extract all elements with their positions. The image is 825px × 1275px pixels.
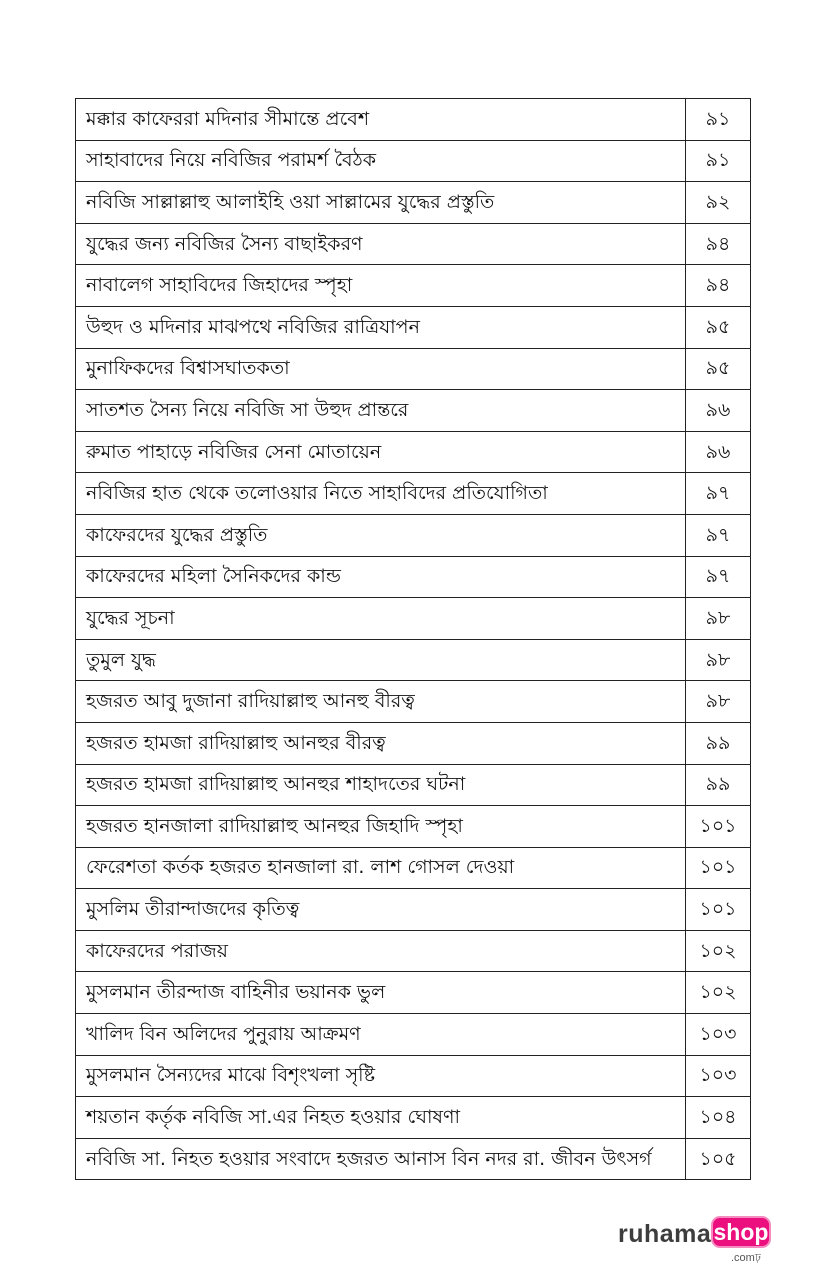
toc-entry-title: রুমাত পাহাড়ে নবিজির সেনা মোতায়েন bbox=[76, 431, 686, 473]
toc-entry-title: তুমুল যুদ্ধ bbox=[76, 639, 686, 681]
logo-text-shop: shop bbox=[711, 1216, 771, 1248]
table-of-contents bbox=[75, 98, 751, 1180]
toc-entry-page-number: ১০১ bbox=[686, 847, 751, 889]
toc-entry-title: কাফেরদের মহিলা সৈনিকদের কান্ড bbox=[76, 556, 686, 598]
toc-entry-page-number: ৯৮ bbox=[686, 598, 751, 640]
ruhamashop-logo bbox=[618, 1213, 778, 1264]
toc-entry-page-number: ১০২ bbox=[686, 930, 751, 972]
toc-row bbox=[76, 556, 751, 598]
toc-entry-page-number: ১০১ bbox=[686, 889, 751, 931]
toc-entry-title: ফেরেশতা কর্তক হজরত হানজালা রা. লাশ গোসল দেওয়া bbox=[76, 847, 686, 889]
logo-text-com: .comঢ় bbox=[731, 1252, 761, 1264]
toc-entry-page-number: ৯৮ bbox=[686, 681, 751, 723]
toc-entry-page-number: ৯৯ bbox=[686, 722, 751, 764]
toc-row bbox=[76, 598, 751, 640]
toc-entry-title: হজরত হানজালা রাদিয়াল্লাহু আনহুর জিহাদি স্পৃহা bbox=[76, 806, 686, 848]
toc-entry-page-number: ১০৩ bbox=[686, 1014, 751, 1056]
toc-body bbox=[76, 99, 751, 1180]
toc-entry-page-number: ৯১ bbox=[686, 99, 751, 141]
toc-row bbox=[76, 1097, 751, 1139]
toc-entry-title: সাতশত সৈন্য নিয়ে নবিজি সা উহুদ প্রান্তরে bbox=[76, 390, 686, 432]
toc-entry-title: নাবালেগ সাহাবিদের জিহাদের স্পৃহা bbox=[76, 265, 686, 307]
toc-entry-title: হজরত হামজা রাদিয়াল্লাহু আনহুর বীরত্ব bbox=[76, 722, 686, 764]
toc-entry-page-number: ৯৪ bbox=[686, 265, 751, 307]
toc-entry-page-number: ৯৭ bbox=[686, 514, 751, 556]
toc-entry-title: খালিদ বিন অলিদের পুনুরায় আক্রমণ bbox=[76, 1014, 686, 1056]
toc-row bbox=[76, 348, 751, 390]
toc-entry-page-number: ১০৩ bbox=[686, 1055, 751, 1097]
toc-entry-title: মুসলমান তীরন্দাজ বাহিনীর ভয়ানক ভুল bbox=[76, 972, 686, 1014]
toc-entry-page-number: ১০৪ bbox=[686, 1097, 751, 1139]
toc-row bbox=[76, 390, 751, 432]
toc-row bbox=[76, 140, 751, 182]
toc-entry-page-number: ১০১ bbox=[686, 806, 751, 848]
toc-row bbox=[76, 1138, 751, 1180]
toc-entry-title: হজরত হামজা রাদিয়াল্লাহু আনহুর শাহাদতের ঘটনা bbox=[76, 764, 686, 806]
toc-entry-title: হজরত আবু দুজানা রাদিয়াল্লাহু আনহু বীরত্ব bbox=[76, 681, 686, 723]
toc-entry-page-number: ৯৬ bbox=[686, 431, 751, 473]
toc-entry-title: যুদ্ধের সূচনা bbox=[76, 598, 686, 640]
toc-entry-page-number: ৯৬ bbox=[686, 390, 751, 432]
toc-entry-page-number: ৯৫ bbox=[686, 306, 751, 348]
toc-entry-page-number: ৯৮ bbox=[686, 639, 751, 681]
toc-entry-title: যুদ্ধের জন্য নবিজির সৈন্য বাছাইকরণ bbox=[76, 223, 686, 265]
toc-row bbox=[76, 431, 751, 473]
toc-entry-page-number: ১০৫ bbox=[686, 1138, 751, 1180]
toc-row bbox=[76, 265, 751, 307]
toc-row bbox=[76, 1055, 751, 1097]
toc-entry-title: মুসলিম তীরান্দাজদের কৃতিত্ব bbox=[76, 889, 686, 931]
toc-entry-title: মুসলমান সৈন্যদের মাঝে বিশৃংখলা সৃষ্টি bbox=[76, 1055, 686, 1097]
logo-text-ruhama: ruhama bbox=[618, 1220, 712, 1248]
toc-row bbox=[76, 182, 751, 224]
toc-row bbox=[76, 1014, 751, 1056]
toc-entry-title: নবিজি সা. নিহত হওয়ার সংবাদে হজরত আনাস বিন নদর রা. জীবন উৎসর্গ bbox=[76, 1138, 686, 1180]
toc-row bbox=[76, 514, 751, 556]
toc-entry-title: সাহাবাদের নিয়ে নবিজির পরামর্শ বৈঠক bbox=[76, 140, 686, 182]
toc-entry-page-number: ৯৫ bbox=[686, 348, 751, 390]
toc-entry-page-number: ৯৯ bbox=[686, 764, 751, 806]
toc-row bbox=[76, 889, 751, 931]
toc-row bbox=[76, 847, 751, 889]
toc-entry-title: উহুদ ও মদিনার মাঝপথে নবিজির রাত্রিযাপন bbox=[76, 306, 686, 348]
toc-entry-title: শয়তান কর্তৃক নবিজি সা.এর নিহত হওয়ার ঘোষণা bbox=[76, 1097, 686, 1139]
toc-row bbox=[76, 306, 751, 348]
toc-entry-title: নবিজি সাল্লাল্লাহু আলাইহি ওয়া সাল্লামের যুদ্ধের প্রস্তুতি bbox=[76, 182, 686, 224]
toc-row bbox=[76, 972, 751, 1014]
toc-entry-title: নবিজির হাত থেকে তলোওয়ার নিতে সাহাবিদের প্রতিযোগিতা bbox=[76, 473, 686, 515]
toc-row bbox=[76, 930, 751, 972]
toc-row bbox=[76, 473, 751, 515]
toc-row bbox=[76, 681, 751, 723]
toc-entry-page-number: ৯৭ bbox=[686, 556, 751, 598]
toc-row bbox=[76, 722, 751, 764]
toc-row bbox=[76, 764, 751, 806]
toc-entry-page-number: ১০২ bbox=[686, 972, 751, 1014]
toc-row bbox=[76, 639, 751, 681]
toc-entry-title: মুনাফিকদের বিশ্বাসঘাতকতা bbox=[76, 348, 686, 390]
toc-entry-title: কাফেরদের যুদ্ধের প্রস্তুতি bbox=[76, 514, 686, 556]
toc-entry-page-number: ৯৪ bbox=[686, 223, 751, 265]
toc-entry-title: মক্কার কাফেররা মদিনার সীমান্তে প্রবেশ bbox=[76, 99, 686, 141]
toc-row bbox=[76, 223, 751, 265]
toc-row bbox=[76, 806, 751, 848]
toc-entry-page-number: ৯১ bbox=[686, 140, 751, 182]
toc-entry-page-number: ৯৭ bbox=[686, 473, 751, 515]
toc-entry-page-number: ৯২ bbox=[686, 182, 751, 224]
toc-row bbox=[76, 99, 751, 141]
toc-entry-title: কাফেরদের পরাজয় bbox=[76, 930, 686, 972]
